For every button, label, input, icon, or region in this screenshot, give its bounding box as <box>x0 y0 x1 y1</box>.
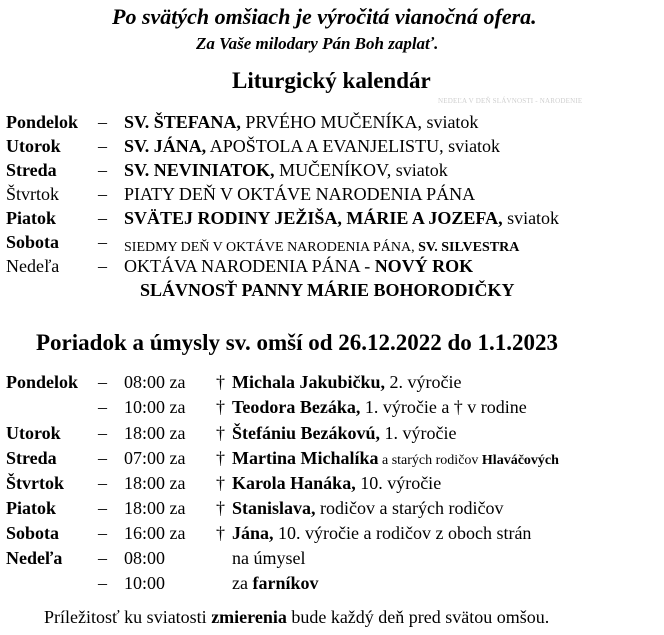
mass-time: 18:00 za <box>124 473 186 493</box>
calendar-title: Liturgický kalendár <box>232 68 431 93</box>
dagger-icon: † <box>216 372 225 392</box>
calendar-day: Nedeľa <box>6 256 60 276</box>
calendar-entry: SV. JÁNA, APOŠTOLA A EVANJELISTU, sviatok <box>124 136 501 156</box>
dash: – <box>98 160 107 180</box>
dash: – <box>98 184 107 204</box>
mass-time: 18:00 za <box>124 498 186 518</box>
mass-time: 16:00 za <box>124 523 186 543</box>
mass-intention: Teodora Bezáka, 1. výročie a † v rodine <box>232 397 527 417</box>
dash: – <box>98 112 107 132</box>
dagger-icon: † <box>216 498 225 518</box>
mass-day: Štvrtok <box>6 473 64 493</box>
mass-day: Sobota <box>6 523 60 543</box>
mass-intention: Martina Michalíka a starých rodičov Hlaváčových <box>232 448 559 468</box>
mass-time: 18:00 za <box>124 423 186 443</box>
dagger-icon: † <box>216 473 225 493</box>
mass-intention: Karola Hanáka, 10. výročie <box>232 473 442 493</box>
dash: – <box>98 256 107 276</box>
mass-time: 10:00 <box>124 573 166 593</box>
mass-time: 10:00 za <box>124 397 186 417</box>
mass-intention: za farníkov <box>232 573 319 593</box>
mass-day: Nedeľa <box>6 548 63 568</box>
mass-day: Pondelok <box>6 372 79 392</box>
dash: – <box>98 397 107 417</box>
calendar-day: Štvrtok <box>6 184 60 204</box>
schedule-title: Poriadok a úmysly sv. omší od 26.12.2022 do 1.1.2023 <box>36 330 559 355</box>
dash: – <box>98 548 107 568</box>
mass-intention: Jána, 10. výročie a rodičov z oboch strán <box>232 523 532 543</box>
dash: – <box>98 473 107 493</box>
mass-day: Piatok <box>6 498 57 518</box>
mass-day: Utorok <box>6 423 61 443</box>
mass-time: 07:00 za <box>124 448 186 468</box>
mass-intention: Michala Jakubičku, 2. výročie <box>232 372 462 392</box>
dash: – <box>98 448 107 468</box>
calendar-entry: SVÄTEJ RODINY JEŽIŠA, MÁRIE A JOZEFA, sviatok <box>124 208 560 228</box>
dagger-icon: † <box>216 423 225 443</box>
dash: – <box>98 372 107 392</box>
dagger-icon: † <box>216 523 225 543</box>
calendar-entry: SV. ŠTEFANA, PRVÉHO MUČENÍKA, sviatok <box>124 112 479 132</box>
calendar-day: Pondelok <box>6 112 79 132</box>
mass-intention: Stanislava, rodičov a starých rodičov <box>232 498 504 518</box>
calendar-entry: SIEDMY DEŇ V OKTÁVE NARODENIA PÁNA, SV. SILVESTRA <box>124 240 520 255</box>
mass-time: 08:00 za <box>124 372 186 392</box>
dash: – <box>98 208 107 228</box>
calendar-day: Piatok <box>6 208 57 228</box>
calendar-entry: OKTÁVA NARODENIA PÁNA - NOVÝ ROK <box>124 256 474 276</box>
calendar-entry: SLÁVNOSŤ PANNY MÁRIE BOHORODIČKY <box>140 280 515 300</box>
dagger-icon: † <box>216 448 225 468</box>
dash: – <box>98 232 107 252</box>
mass-time: 08:00 <box>124 548 166 568</box>
thanks-line: Za Vaše milodary Pán Boh zaplať. <box>196 34 439 53</box>
calendar-day: Sobota <box>6 232 60 252</box>
mass-intention: na úmysel <box>232 548 306 568</box>
mass-intention: Štefániu Bezákovú, 1. výročie <box>232 423 457 443</box>
confession-notice: Príležitosť ku sviatosti zmierenia bude každý deň pred svätou omšou. <box>44 607 550 627</box>
calendar-day: Streda <box>6 160 57 180</box>
calendar-entry: PIATY DEŇ V OKTÁVE NARODENIA PÁNA <box>124 184 476 204</box>
mass-day: Streda <box>6 448 57 468</box>
calendar-entry: SV. NEVINIATOK, MUČENÍKOV, sviatok <box>124 160 448 180</box>
dash: – <box>98 136 107 156</box>
dash: – <box>98 523 107 543</box>
watermark-text: NEDEĽA V DEŇ SLÁVNOSTI - NARODENIE <box>438 97 583 105</box>
dash: – <box>98 498 107 518</box>
dash: – <box>98 573 107 593</box>
dagger-icon: † <box>216 397 225 417</box>
offering-notice: Po svätých omšiach je výročitá vianočná ofera. <box>112 4 537 29</box>
calendar-day: Utorok <box>6 136 61 156</box>
dash: – <box>98 423 107 443</box>
